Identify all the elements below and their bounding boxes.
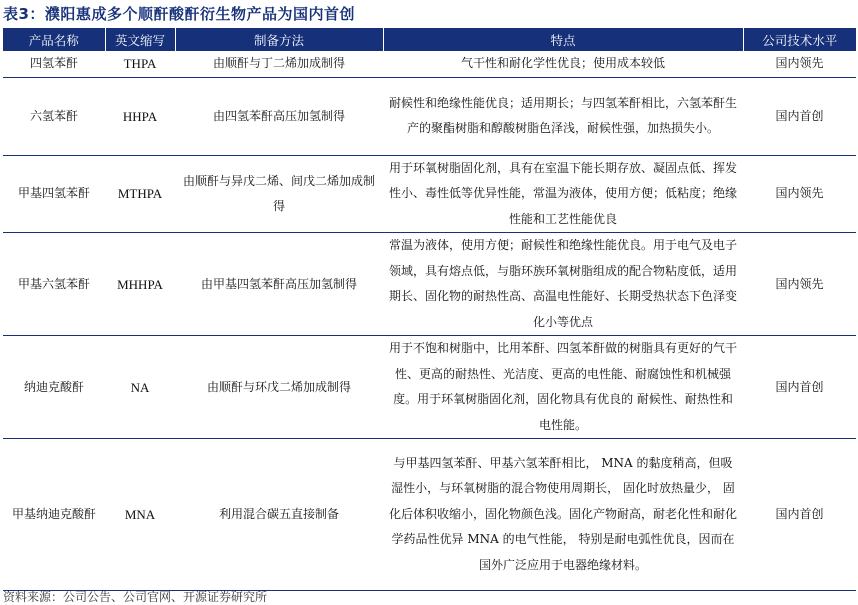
table-header-row [3,28,856,51]
abbreviation-cell: MTHPA [105,155,175,233]
product-table [3,28,856,591]
abbreviation-cell: NA [105,336,175,439]
product-name-cell: 甲基六氢苯酐 [3,233,105,336]
features-cell: 用于环氧树脂固化剂，具有在室温下能长期存放、凝固点低、挥发性小、毒性低等优异性能，常温为液体，使用方便；低粘度；绝缘性能和工艺性能优良 [383,155,743,233]
header-abbreviation: 英文缩写 [105,28,175,51]
product-name-cell: 四氢苯酐 [3,51,105,77]
method-cell: 由顺酐与异戊二烯、间戊二烯加成制得 [175,155,383,233]
product-name-cell: 甲基纳迪克酸酐 [3,439,105,591]
table-row [3,336,856,439]
table-row [3,155,856,233]
method-cell: 由顺酐与丁二烯加成制得 [175,51,383,77]
features-cell: 用于不饱和树脂中，比用苯酐、四氢苯酐做的树脂具有更好的气干性、更高的耐热性、光洁度、更高的电性能、耐腐蚀性和机械强度。用于环氧树脂固化剂，固化物具有优良的 耐候性、耐热性和电性能。 [383,336,743,439]
features-cell: 常温为液体，使用方便；耐候性和绝缘性能优良。用于电气及电子领域，具有熔点低，与脂环族环氧树脂组成的配合物粘度低，适用期长、固化物的耐热性高、高温电性能好、长期受热状态下色泽变化小等优点 [383,233,743,336]
header-features: 特点 [383,28,743,51]
table-title: 表3：濮阳惠成多个顺酐酸酐衍生物产品为国内首创 [3,5,355,23]
source-note: 资料来源：公司公告、公司官网、开源证券研究所 [3,590,268,604]
method-cell: 由四氢苯酐高压加氢制得 [175,77,383,155]
header-tech-level: 公司技术水平 [743,28,856,51]
table-row [3,439,856,591]
product-name-cell: 甲基四氢苯酐 [3,155,105,233]
tech-level-cell: 国内领先 [743,233,856,336]
features-cell: 气干性和耐化学性优良；使用成本较低 [383,51,743,77]
table-row [3,77,856,155]
method-cell: 利用混合碳五直接制备 [175,439,383,591]
abbreviation-cell: THPA [105,51,175,77]
header-product-name: 产品名称 [3,28,105,51]
tech-level-cell: 国内首创 [743,439,856,591]
product-name-cell: 纳迪克酸酐 [3,336,105,439]
features-cell: 与甲基四氢苯酐、甲基六氢苯酐相比， MNA 的黏度稍高，但吸湿性小，与环氧树脂的混合物使用周期长， 固化时放热量少， 固化后体积收缩小，固化物颜色浅。固化产物耐高，耐老化性和耐化学药品性优异 MNA 的电气性能， 特别是耐电弧性优良，因而在国外广泛应用于电器绝缘材料。 [383,439,743,591]
header-preparation-method: 制备方法 [175,28,383,51]
method-cell: 由甲基四氢苯酐高压加氢制得 [175,233,383,336]
tech-level-cell: 国内首创 [743,77,856,155]
method-cell: 由顺酐与环戊二烯加成制得 [175,336,383,439]
tech-level-cell: 国内领先 [743,51,856,77]
abbreviation-cell: MHHPA [105,233,175,336]
abbreviation-cell: MNA [105,439,175,591]
product-name-cell: 六氢苯酐 [3,77,105,155]
features-cell: 耐候性和绝缘性能优良；适用期长；与四氢苯酐相比，六氢苯酐生产的聚酯树脂和醇酸树脂色泽浅，耐候性强，加热损失小。 [383,77,743,155]
tech-level-cell: 国内首创 [743,336,856,439]
table-row [3,51,856,77]
tech-level-cell: 国内领先 [743,155,856,233]
table-row [3,233,856,336]
abbreviation-cell: HHPA [105,77,175,155]
